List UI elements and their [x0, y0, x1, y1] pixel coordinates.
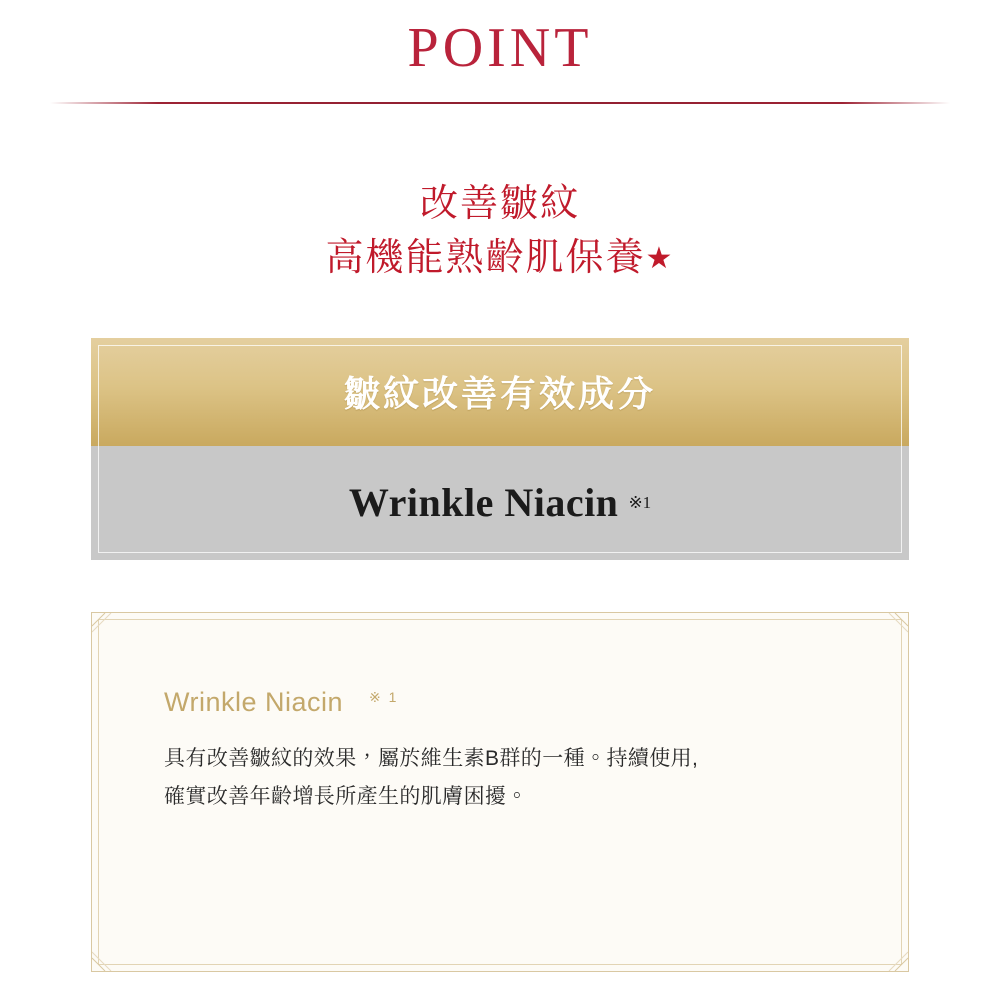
ingredient-banner-gray-band: [91, 446, 909, 560]
ingredient-banner-label: 皺紋改善有效成分: [343, 374, 656, 414]
headline-line-2: [0, 232, 1000, 286]
card-description: [164, 740, 840, 818]
card-footnote-marker: ※ 1: [369, 688, 399, 705]
card-corner-ornament-bottom-left: [92, 945, 118, 971]
headline-line-1: 改善皺紋: [419, 182, 580, 225]
card-title: Wrinkle Niacin: [164, 686, 344, 717]
card-corner-ornament-bottom-right: [882, 945, 908, 971]
header-divider: [50, 102, 950, 104]
ingredient-banner-gold-band: [91, 338, 909, 446]
star-icon: ★: [645, 241, 675, 275]
card-body: [92, 613, 908, 818]
ingredient-footnote-marker: ※1: [628, 492, 652, 512]
ingredient-banner: [91, 338, 909, 560]
page-header: [0, 0, 1000, 104]
card-title-row: [164, 687, 840, 718]
ingredient-name: Wrinkle Niacin: [348, 480, 619, 525]
headline-block: [0, 178, 1000, 286]
card-description-line-1: 具有改善皺紋的效果，屬於維生素B群的一種。持續使用,: [164, 746, 699, 770]
headline-line-2-text: 高機能熟齡肌保養: [325, 236, 646, 279]
card-description-line-2: 確實改善年齡增長所產生的肌膚困擾。: [164, 785, 528, 809]
ingredient-description-card: [91, 612, 909, 972]
page-title: POINT: [407, 17, 593, 79]
